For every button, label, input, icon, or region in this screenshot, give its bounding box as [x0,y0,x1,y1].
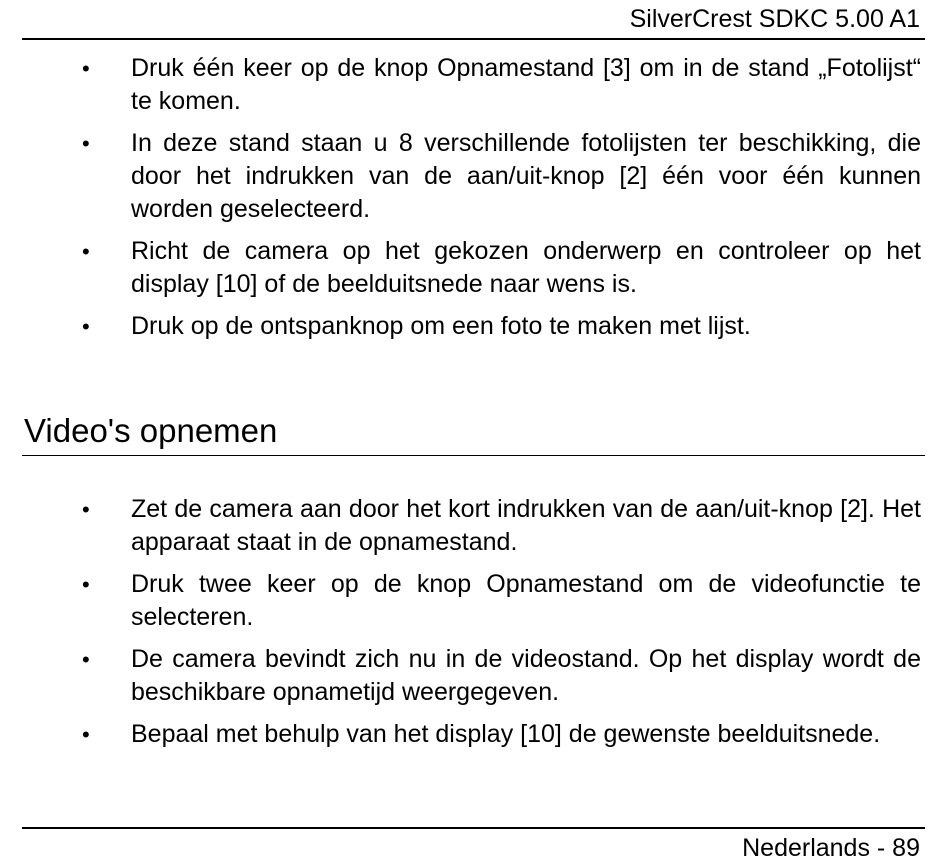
bullet-icon: • [82,497,90,522]
list-item [0,493,950,559]
list-item-text: De camera bevindt zich nu in de videostand. Op het display wordt de beschikbare opnametijd weergegeven. [131,645,921,706]
list-item-text: Richt de camera op het gekozen onderwerp en controleer op het display [10] of de beelduitsnede naar wens is. [131,237,921,298]
list-item [0,52,950,118]
photo-frame-steps-list [0,52,950,352]
list-item-text: Bepaal met behulp van het display [10] de gewenste beelduitsnede. [131,720,881,748]
list-item-text: Druk twee keer op de knop Opnamestand om de videofunctie te selecteren. [131,570,921,631]
bullet-icon: • [82,131,90,156]
list-item [0,643,950,709]
list-item-text: In deze stand staan u 8 verschillende fotolijsten ter beschikking, die door het indrukken van de aan/uit-knop [2] één voor één kunnen worden geselecteerd. [131,129,921,223]
video-steps-list [0,493,950,760]
list-item [0,568,950,634]
list-item-text: Druk één keer op de knop Opnamestand [3] om in de stand „Fotolijst“ te komen. [131,54,921,115]
section-divider [22,455,925,456]
bullet-icon: • [82,572,90,597]
list-item [0,127,950,226]
list-item-text: Druk op de ontspanknop om een foto te maken met lijst. [131,312,751,340]
bullet-icon: • [82,239,90,264]
bullet-icon: • [82,314,90,339]
section-heading: Video's opnemen [24,412,278,449]
list-item [0,718,950,751]
bullet-icon: • [82,722,90,747]
footer-page-label: Nederlands - 89 [742,834,920,862]
header-title: SilverCrest SDKC 5.00 A1 [629,5,920,33]
header-divider [22,38,925,40]
bullet-icon: • [82,647,90,672]
bullet-icon: • [82,56,90,81]
footer-divider [22,827,925,829]
list-item [0,235,950,301]
list-item [0,310,950,343]
list-item-text: Zet de camera aan door het kort indrukken van de aan/uit-knop [2]. Het apparaat staat in de opnamestand. [131,495,921,556]
